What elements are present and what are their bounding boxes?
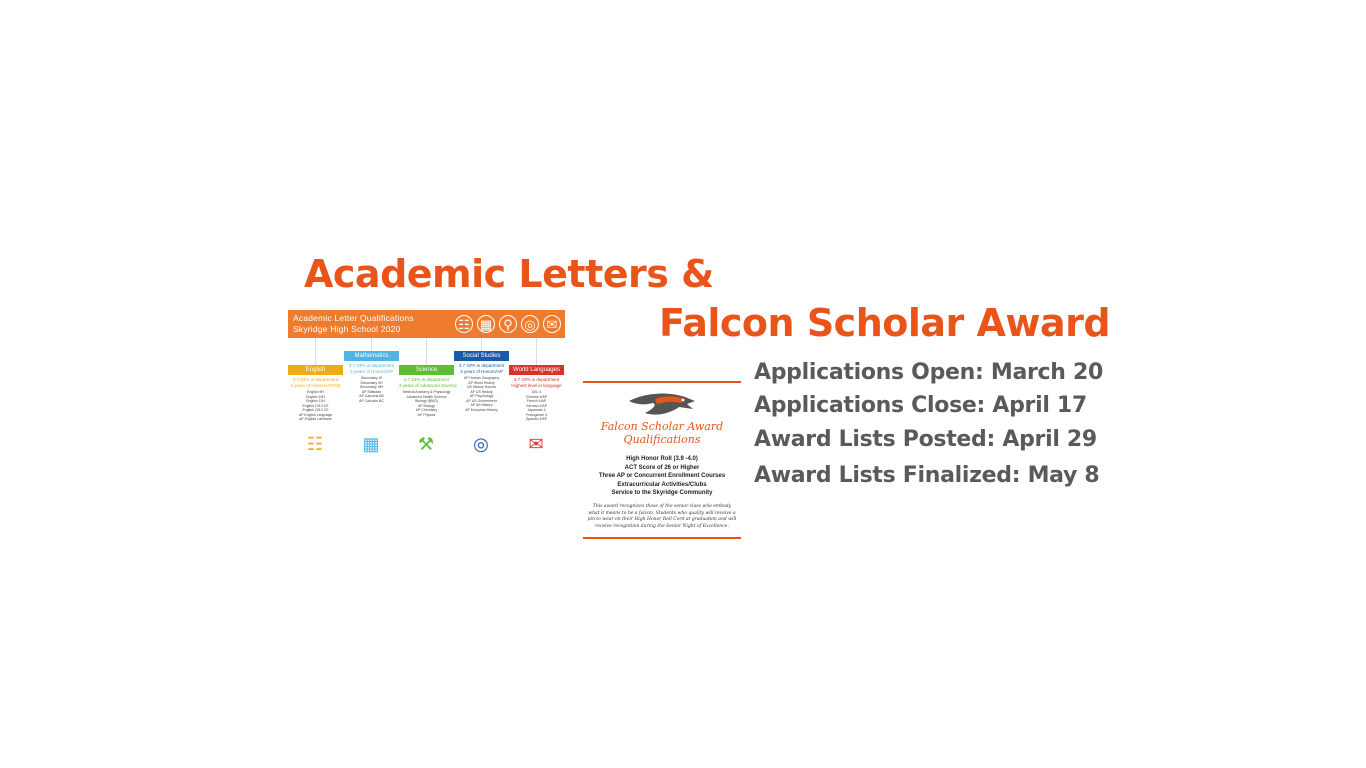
subject-label-science: Science bbox=[399, 365, 454, 375]
connector-line bbox=[315, 338, 316, 365]
criteria-item: High Honor Roll (3.9 -4.0) bbox=[626, 456, 698, 462]
banner-subtitle: Skyridge High School 2020 bbox=[293, 324, 401, 334]
falcon-scholar-card bbox=[583, 381, 741, 539]
subject-courses: Secondary IH Secondary IIH Secondary IIIH AP Statistics AP Calculus AB AP Calculus BC bbox=[359, 376, 384, 403]
connector-line bbox=[426, 338, 427, 365]
date-award-lists-posted: Award Lists Posted: April 29 bbox=[754, 427, 1097, 452]
card-subtitle: Qualifications bbox=[623, 433, 701, 446]
criteria-list bbox=[583, 455, 741, 498]
connector-line bbox=[536, 338, 537, 365]
book-icon: ☷ bbox=[455, 315, 473, 333]
title-line-2: Falcon Scholar Award bbox=[659, 301, 1111, 345]
criteria-item: ACT Score of 26 or Higher bbox=[624, 464, 700, 471]
speech-bubble-icon: ✉ bbox=[528, 434, 544, 454]
subject-courses: English 9H English 10H English 11H English 1010 CE English 2010 CE AP English Language AP English Literature bbox=[298, 390, 333, 421]
microscope-icon: ⚒ bbox=[417, 434, 435, 454]
subject-courses: Medical Anatomy & Physiology Advanced Health Science Biology (BMD) AP Biology AP Chemistry AP Physics bbox=[402, 390, 451, 417]
card-title: Falcon Scholar Award bbox=[600, 420, 724, 433]
subject-requirement: 3.7 GPA in department Highest level in language bbox=[511, 377, 562, 388]
subject-requirement: 3.7 GPA in department 3 years of Advanced Science bbox=[399, 377, 458, 388]
subject-courses: AP Human Geography AP World History US History Honors AP US History AP Psychology AP US Government AP Art History AP European History bbox=[463, 376, 500, 412]
subject-label-social-studies: Social Studies bbox=[454, 351, 509, 361]
globe-icon: ◎ bbox=[473, 434, 489, 454]
date-award-lists-finalized: Award Lists Finalized: May 8 bbox=[754, 463, 1100, 488]
subject-requirement: 3.7 GPA in department 4 years of Honors/AP/CE bbox=[290, 377, 341, 388]
connector-line bbox=[371, 338, 372, 351]
calculator-icon: ▦ bbox=[362, 434, 380, 454]
globe-icon: ◎ bbox=[521, 315, 539, 333]
date-applications-close: Applications Close: April 17 bbox=[754, 393, 1087, 418]
infographic-banner bbox=[288, 310, 565, 338]
title-line-1: Academic Letters & bbox=[304, 252, 714, 296]
speech-bubble-icon: ✉ bbox=[543, 315, 561, 333]
academic-letter-infographic bbox=[288, 308, 565, 468]
book-icon: ☷ bbox=[306, 434, 324, 454]
criteria-item: Service to the Skyridge Community bbox=[611, 490, 713, 496]
microscope-icon: ⚲ bbox=[499, 315, 517, 333]
subject-courses: ASL 4 Chinese 4/AP French 4/AP German 4/AP Japanese 4 Portuguese 4 Spanish 4/AP bbox=[525, 390, 548, 421]
date-applications-open: Applications Open: March 20 bbox=[754, 360, 1104, 385]
subject-label-english: English bbox=[288, 365, 343, 375]
calculator-icon: ▦ bbox=[477, 315, 495, 333]
subject-label-world-languages: World Languages bbox=[509, 365, 564, 375]
subject-requirement: 3.7 GPA in department 3 years of Honors/AP bbox=[348, 363, 395, 374]
award-description: This award recognizes those of the senior class who embody what it means to be a falcon. Students who qualify will receive a pin to wear on their High Honor Roll Cord at graduation and will receive recognition during the Senior Night of Excellence. bbox=[587, 504, 737, 529]
connector-line bbox=[481, 338, 482, 351]
falcon-icon bbox=[627, 391, 697, 419]
subject-label-mathematics: Mathematics bbox=[344, 351, 399, 361]
subject-requirement: 3.7 GPA in department 3 years of Honors/AP bbox=[458, 363, 505, 374]
banner-title: Academic Letter Qualifications bbox=[293, 313, 414, 323]
criteria-item: Three AP or Concurrent Enrollment Courses bbox=[598, 473, 726, 479]
criteria-item: Extracurricular Activities/Clubs bbox=[617, 481, 707, 488]
